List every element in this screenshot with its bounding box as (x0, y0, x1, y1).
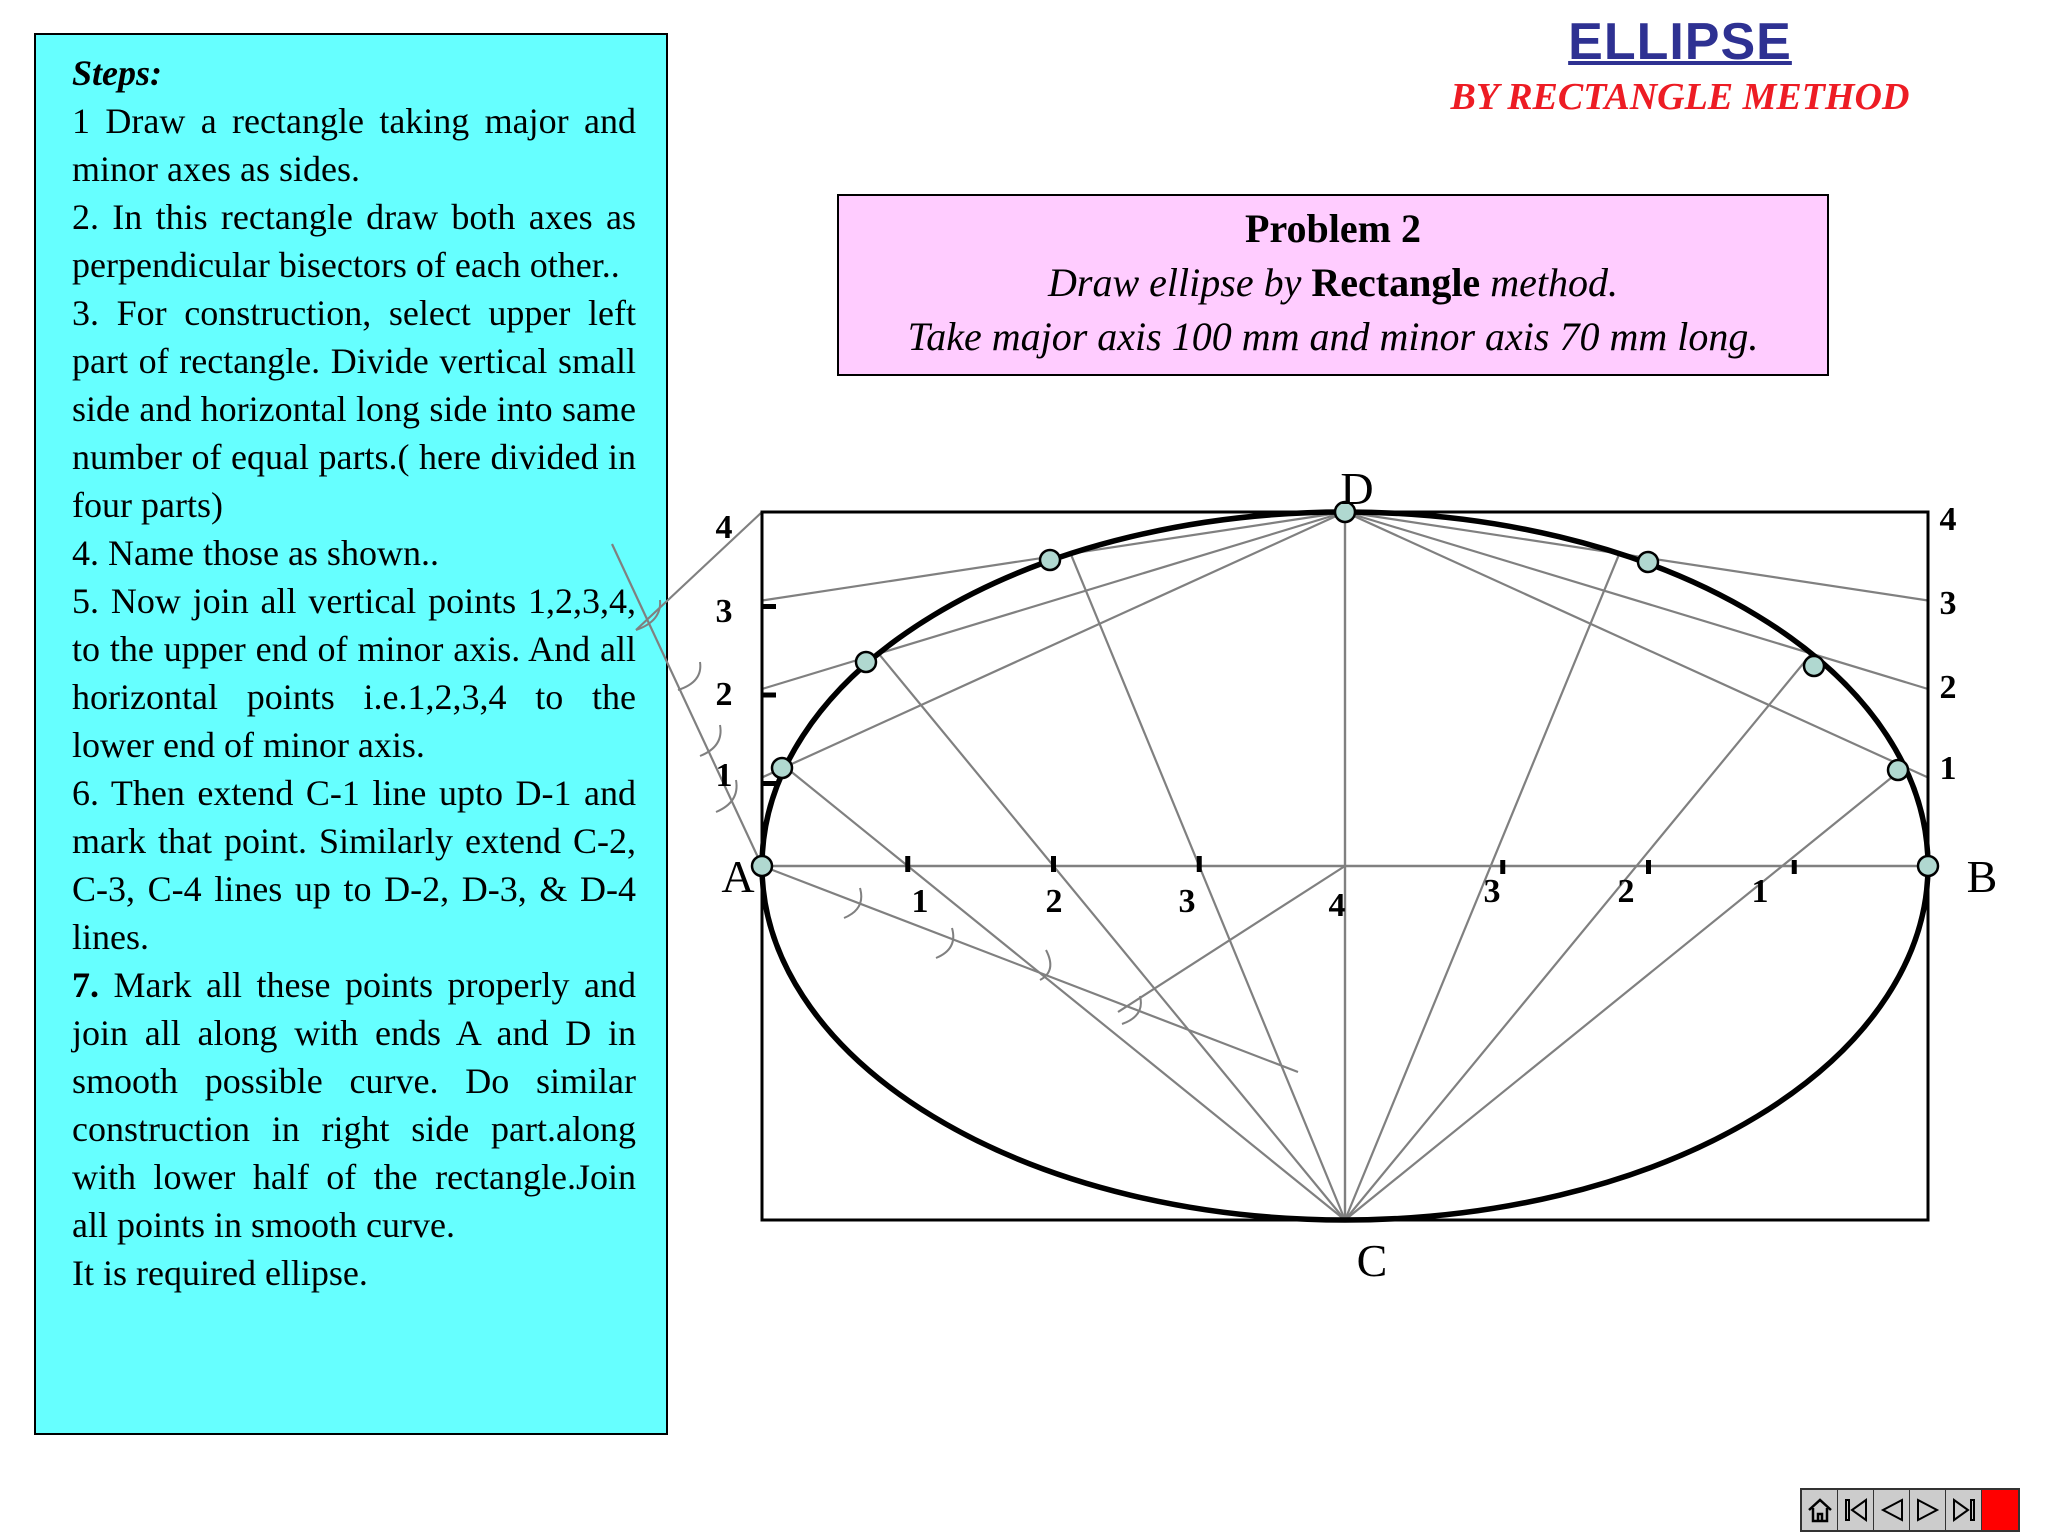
problem-line-2-pre: Draw ellipse by (1048, 260, 1312, 305)
construction-arcs (636, 600, 1141, 1024)
left-side-label-2: 2 (715, 676, 733, 713)
point-b-label: B (1966, 851, 1998, 902)
step-2: 2. In this rectangle draw both axes as perpendicular bisectors of each other.. (72, 197, 636, 285)
ellipse-point-6 (1804, 656, 1824, 676)
c-through-right-axis-line-3 (1345, 554, 1619, 1220)
c-through-right-axis-line-1 (1345, 767, 1905, 1220)
first-slide-button[interactable] (1838, 1490, 1874, 1530)
axis-label-left-2: 2 (1045, 883, 1063, 920)
ellipse-point-5 (1638, 552, 1658, 572)
step-7-number: 7. (72, 965, 99, 1005)
next-icon (1914, 1496, 1942, 1524)
title-main: ELLIPSE (1568, 13, 1792, 71)
right-side-label-1: 1 (1939, 750, 1957, 787)
previous-slide-button[interactable] (1874, 1490, 1910, 1530)
step-4: 4. Name those as shown.. (72, 533, 439, 573)
home-button[interactable] (1802, 1490, 1838, 1530)
problem-line-2-post: method. (1480, 260, 1618, 305)
axis-label-left-1: 1 (911, 883, 929, 920)
left-side-label-3: 3 (715, 593, 733, 630)
ellipse-point-8 (752, 856, 772, 876)
first-icon (1842, 1496, 1870, 1524)
c-through-left-axis-line-3 (1071, 554, 1345, 1220)
left-side-to-d-line-2 (762, 512, 1345, 689)
right-side-to-d-line-3 (1345, 512, 1928, 601)
step-5: 5. Now join all vertical points 1,2,3,4, to the upper end of minor axis. And all horizontal points i.e.1,2,3,4 to the lower end of minor axis. (72, 581, 636, 765)
diagram-labels (716, 463, 1998, 1286)
ellipse-point-9 (1918, 856, 1938, 876)
axis-label-left-3: 3 (1178, 883, 1196, 920)
right-side-to-d-line-2 (1345, 512, 1928, 689)
left-side-label-4: 4 (715, 509, 733, 546)
problem-line-3: Take major axis 100 mm and minor axis 70 mm long. (907, 314, 1759, 359)
home-icon (1806, 1496, 1834, 1524)
end-show-button[interactable] (1982, 1490, 2018, 1530)
problem-title: Problem 2 (1245, 206, 1421, 251)
ellipse-point-7 (1888, 760, 1908, 780)
axis-label-left-4: 4 (1328, 887, 1346, 924)
extension-line-a (612, 544, 762, 866)
left-side-label-1: 1 (715, 757, 733, 794)
step-1: 1 Draw a rectangle taking major and minor axes as sides. (72, 101, 636, 189)
step-3: 3. For construction, select upper left part of rectangle. Divide vertical small side and horizontal long side into same number of equal parts.( here divided in four parts) (72, 293, 636, 525)
problem-line-2-bold: Rectangle (1311, 260, 1481, 305)
extension-line-c (1118, 866, 1345, 1012)
axis-label-right-1: 1 (1751, 873, 1769, 910)
next-slide-button[interactable] (1910, 1490, 1946, 1530)
ellipse-point-3 (1040, 550, 1060, 570)
c-through-left-axis-line-1 (785, 767, 1345, 1220)
point-a-label: A (721, 851, 755, 902)
ellipse-point-2 (856, 652, 876, 672)
slide-navigation (1800, 1488, 2020, 1532)
point-d-label: D (1340, 463, 1374, 514)
last-slide-button[interactable] (1946, 1490, 1982, 1530)
point-c-label: C (1356, 1235, 1388, 1286)
steps-heading: Steps: (72, 53, 162, 93)
step-closing: It is required ellipse. (72, 1253, 368, 1293)
c-through-right-axis-line-2 (1345, 654, 1811, 1220)
last-icon (1950, 1496, 1978, 1524)
right-side-to-d-line-1 (1345, 512, 1928, 778)
extension-line-d (636, 512, 762, 630)
title-sub: BY RECTANGLE METHOD (1450, 76, 1910, 118)
right-side-label-4: 4 (1939, 501, 1957, 538)
step-6: 6. Then extend C-1 line upto D-1 and mark that point. Similarly extend C-2, C-3, C-4 lines up to D-2, D-3, & D-4 lines. (72, 773, 636, 957)
axis-label-right-2: 2 (1617, 873, 1635, 910)
extension-line-b (762, 866, 1298, 1072)
right-side-label-2: 2 (1939, 669, 1957, 706)
prev-icon (1878, 1496, 1906, 1524)
axis-label-right-3: 3 (1483, 873, 1501, 910)
construction-arc-6 (936, 928, 953, 958)
construction-arc-2 (678, 662, 700, 690)
step-7-text: Mark all these points properly and join all along with ends A and D in smooth possible curve. Do similar construction in right side part.along with lower half of the rectangle.Join all points in smooth curve. (72, 965, 636, 1245)
right-side-label-3: 3 (1939, 585, 1957, 622)
ellipse-point-1 (772, 758, 792, 778)
